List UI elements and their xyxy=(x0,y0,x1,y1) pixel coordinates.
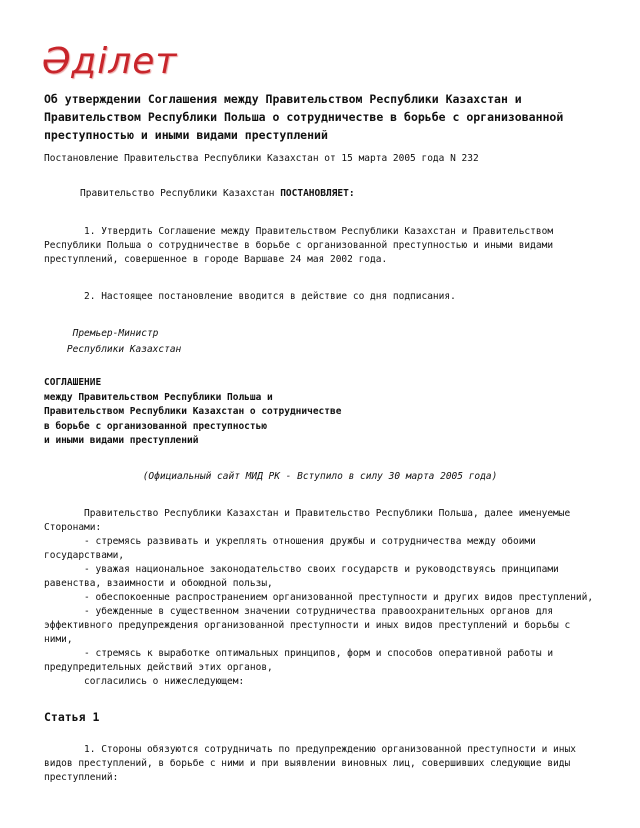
text-line: в борьбе с организованной преступностью xyxy=(44,420,268,432)
text-line: преступлений, совершенное в городе Варшаве 24 мая 2002 года. xyxy=(44,254,388,265)
text-line: Правительством Республики Казахстан о сотрудничестве xyxy=(44,406,342,417)
decree-keyword: ПОСТАНОВЛЯЕТ: xyxy=(280,188,355,199)
adilet-logo[interactable]: Әділет xyxy=(42,41,178,82)
text-line: Республики Польша о сотрудничестве в борьбе с организованной преступностью и иными видами xyxy=(44,240,554,251)
text-line: Правительство Республики Казахстан и Правительство Республики Польша, далее именуемые xyxy=(44,508,571,519)
text-line: - убежденные в существенном значении сотрудничества правоохранительных органов для xyxy=(44,606,554,617)
text-line: - обеспокоенные распространением организованной преступности и других видов преступлений, xyxy=(44,592,594,603)
text-line: эффективного предупреждения организованной преступности и иных видов преступлений и борьбы с xyxy=(44,620,571,631)
title-line: Об утверждении Соглашения между Правительством Республики Казахстан и xyxy=(44,92,522,106)
paragraph-1 xyxy=(44,225,553,267)
text-line: СОГЛАШЕНИЕ xyxy=(44,377,102,388)
text-line: - уважая национальное законодательство своих государств и руководствуясь принципами xyxy=(44,564,559,575)
title-line: преступностью и иными видами преступлений xyxy=(44,128,328,142)
text-line: 2. Настоящее постановление вводится в действие со дня подписания. xyxy=(44,291,456,302)
subtitle-text: Постановление Правительства Республики Казахстан от 15 марта 2005 года N 232 xyxy=(44,153,479,164)
document-title xyxy=(44,90,563,144)
text-line: государствами, xyxy=(44,550,125,561)
text-line: ними, xyxy=(44,634,73,645)
text-line: преступлений: xyxy=(44,772,119,783)
paragraph-2 xyxy=(44,290,456,304)
article-1-text xyxy=(44,743,576,785)
official-note: (Официальный сайт МИД РК - Вступило в силу 30 марта 2005 года) xyxy=(142,471,498,482)
decree-intro xyxy=(80,187,355,201)
text-line: - стремясь к выработке оптимальных принципов, форм и способов оперативной работы и xyxy=(44,648,554,659)
signature-title: Премьер-Министр xyxy=(44,328,159,339)
preamble xyxy=(44,507,593,689)
signature xyxy=(44,326,181,358)
text-line: 1. Стороны обязуются сотрудничать по предупреждению организованной преступности и иных xyxy=(44,744,576,755)
text-line: равенства, взаимности и обоюдной пользы, xyxy=(44,578,273,589)
text-line: - стремясь развивать и укреплять отношения дружбы и сотрудничества между обоими xyxy=(44,536,536,547)
text-line: видов преступлений, в борьбе с ними и при выявлении виновных лиц, совершивших следующие виды xyxy=(44,758,571,769)
text-line: и иными видами преступлений xyxy=(44,435,199,446)
decree-intro-text: Правительство Республики Казахстан xyxy=(80,188,281,199)
text-line: согласились о нижеследующем: xyxy=(44,676,245,687)
agreement-title xyxy=(44,376,341,449)
text-line: 1. Утвердить Соглашение между Правительством Республики Казахстан и Правительством xyxy=(44,226,554,237)
title-line: Правительством Республики Польша о сотрудничестве в борьбе с организованной xyxy=(44,110,564,124)
article-1-heading: Статья 1 xyxy=(44,710,100,724)
text-line: Сторонами: xyxy=(44,522,102,533)
text-line: предупредительных действий этих органов, xyxy=(44,662,273,673)
text-line: между Правительством Республики Польша и xyxy=(44,391,273,403)
signature-country: Республики Казахстан xyxy=(44,344,182,355)
document-subtitle xyxy=(44,152,479,166)
